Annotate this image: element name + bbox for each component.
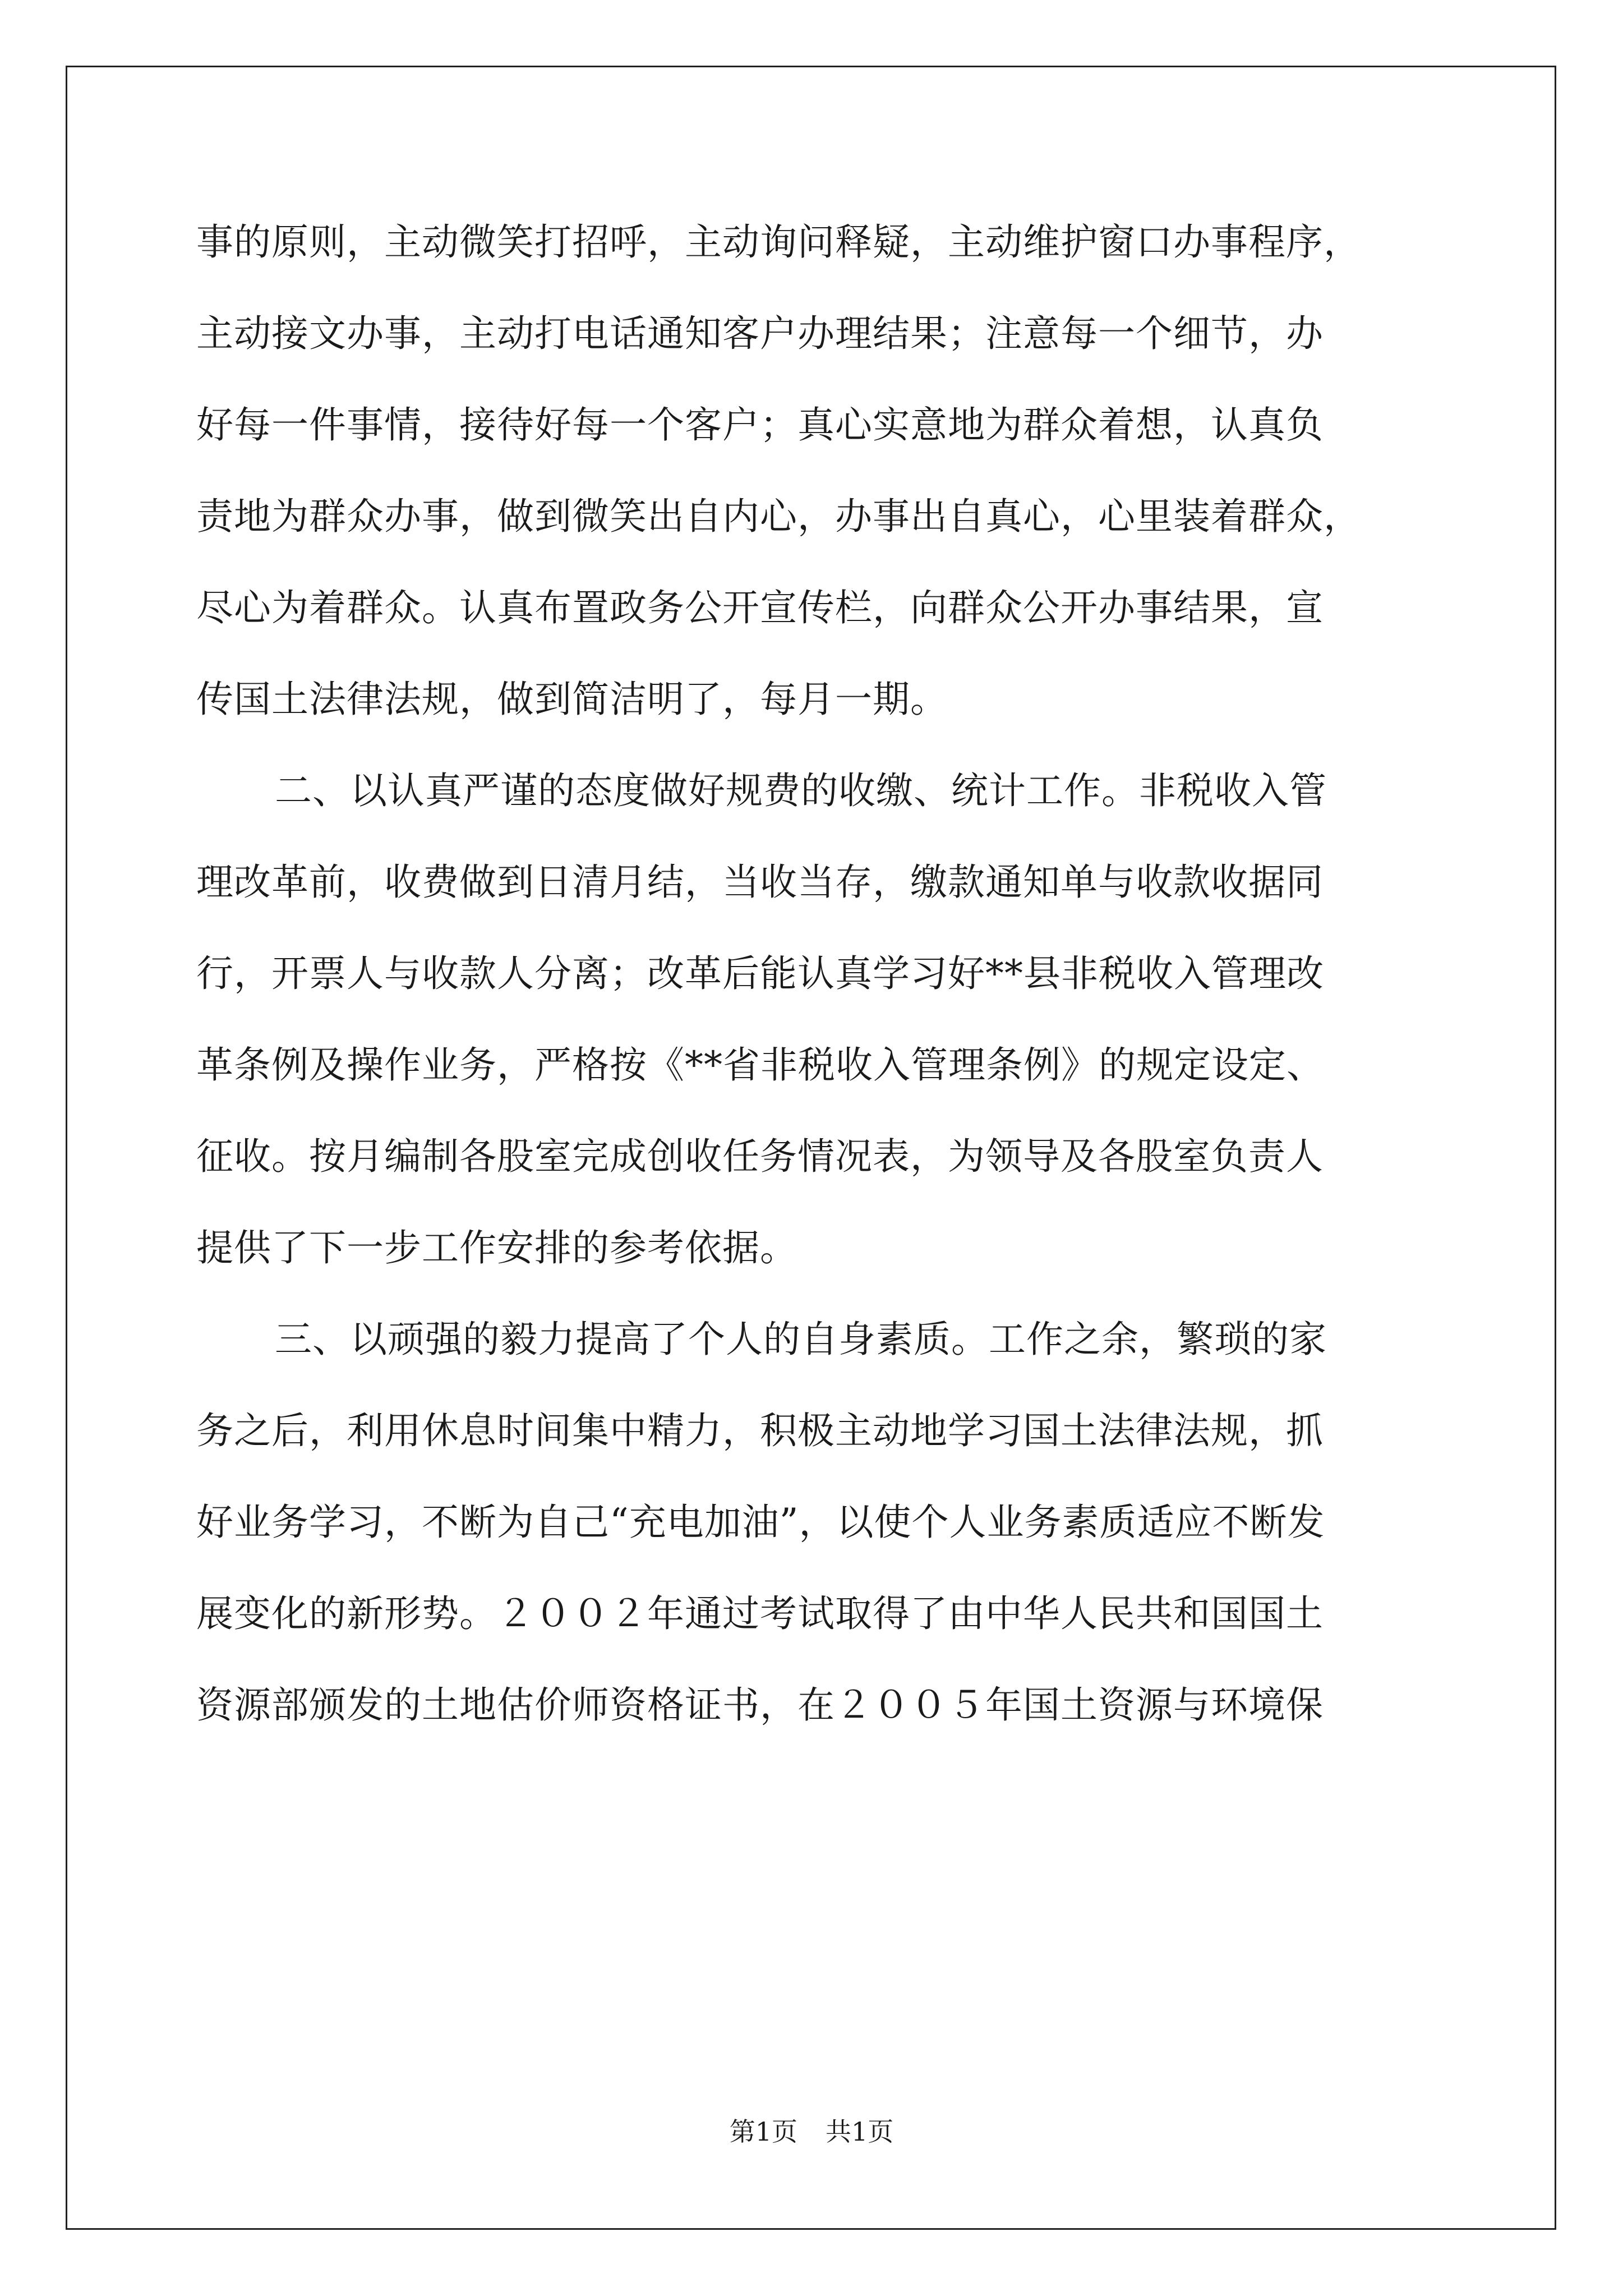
- text-line: 理改革前，收费做到日清月结，当收当存，缴款通知单与收款收据同: [196, 861, 1324, 904]
- text-line: 尽心为着群众。认真布置政务公开宣传栏，向群众公开办事结果，宣: [196, 586, 1324, 629]
- text-line: 征收。按月编制各股室完成创收任务情况表，为领导及各股室负责人: [196, 1135, 1324, 1178]
- page-count: 共1页: [826, 2116, 894, 2147]
- text-line: 革条例及操作业务，严格按《**省非税收入管理条例》的规定设定、: [196, 1043, 1324, 1087]
- document-body: [196, 196, 1430, 1751]
- text-line: 好业务学习，不断为自己“充电加油”，以使个人业务素质适应不断发: [196, 1501, 1325, 1544]
- page-footer: [0, 2115, 1623, 2148]
- text-line: 责地为群众办事，做到微笑出自内心，办事出自真心，心里装着群众，: [196, 495, 1361, 538]
- page-number: 第1页: [729, 2116, 797, 2147]
- text-line: 传国土法律法规，做到简洁明了，每月一期。: [196, 678, 948, 721]
- text-line: 展变化的新形势。２００２年通过考试取得了由中华人民共和国国土: [196, 1592, 1324, 1635]
- paragraph-start-line: 三、以顽强的毅力提高了个人的自身素质。工作之余，繁琐的家: [275, 1318, 1327, 1361]
- paragraph-start-line: 二、以认真严谨的态度做好规费的收缴、统计工作。非税收入管: [275, 769, 1327, 812]
- text-line: 行，开票人与收款人分离；改革后能认真学习好**县非税收入管理改: [196, 952, 1324, 995]
- text-line: 主动接文办事，主动打电话通知客户办理结果；注意每一个细节，办: [196, 312, 1324, 355]
- text-line: 好每一件事情，接待好每一个客户；真心实意地为群众着想，认真负: [196, 403, 1324, 447]
- text-line: 务之后，利用休息时间集中精力，积极主动地学习国土法律法规，抓: [196, 1409, 1324, 1452]
- text-line: 资源部颁发的土地估价师资格证书，在２００５年国土资源与环境保: [196, 1683, 1324, 1727]
- text-line: 事的原则，主动微笑打招呼，主动询问释疑，主动维护窗口办事程序，: [196, 220, 1361, 264]
- text-line: 提供了下一步工作安排的参考依据。: [196, 1226, 797, 1269]
